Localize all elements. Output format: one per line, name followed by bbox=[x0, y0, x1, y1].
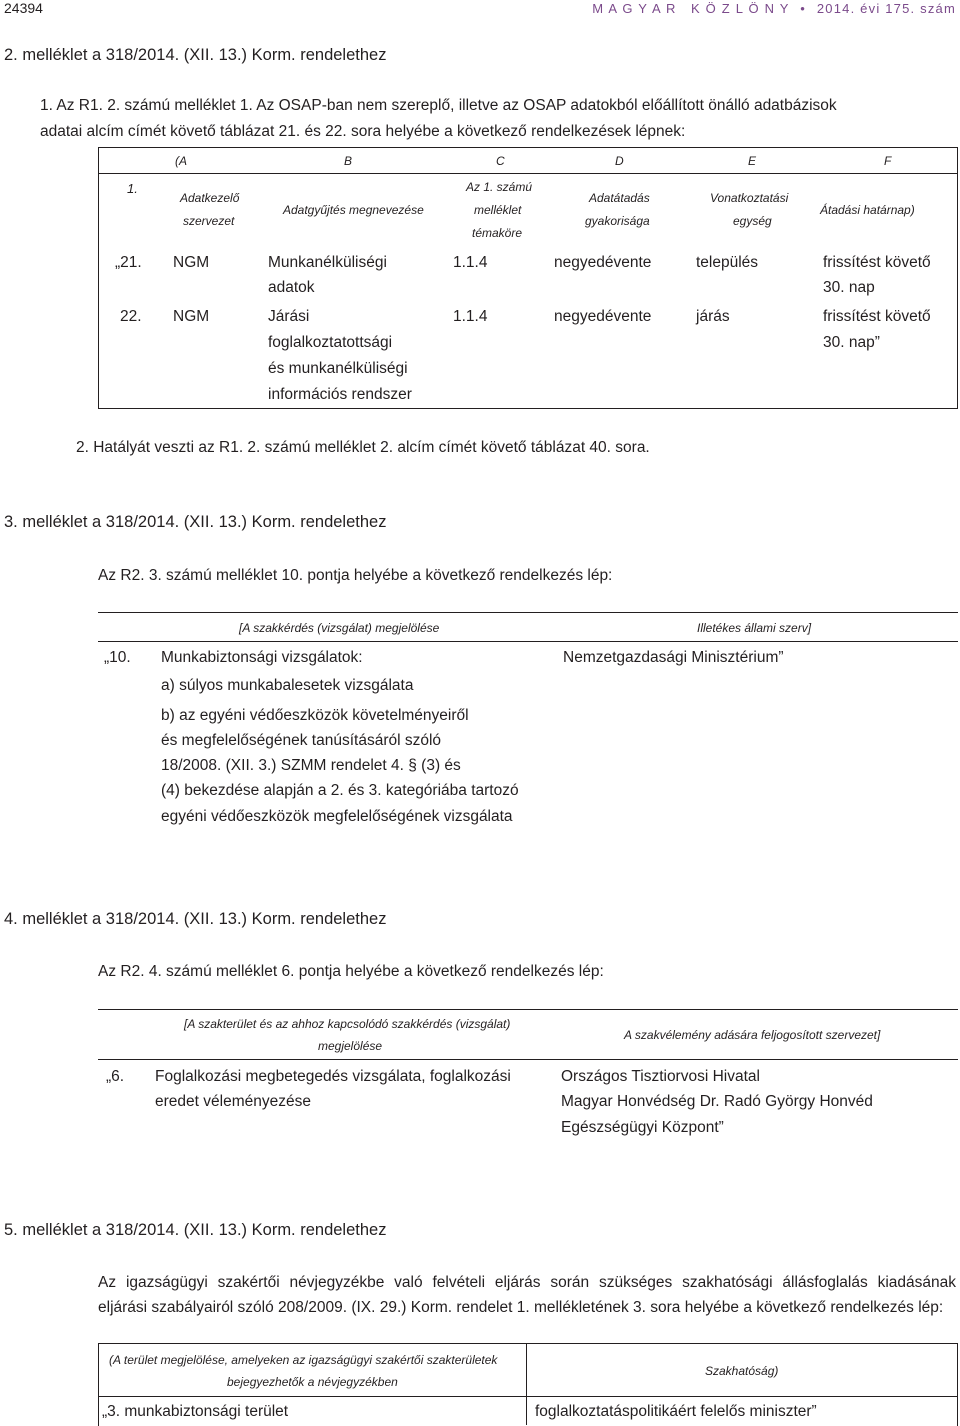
annex4-header-rule bbox=[98, 1059, 958, 1060]
annex4-col2-header: A szakvélemény adására feljogosított szervezet] bbox=[624, 1028, 881, 1042]
annex5-col1-header-line1: (A terület megjelölése, amelyeken az igazságügyi szakértői szakterületek bbox=[109, 1353, 498, 1367]
row22-name-line4: információs rendszer bbox=[268, 386, 412, 403]
annex3-line6: (4) bekezdése alapján a 2. és 3. kategóriába tartozó bbox=[161, 782, 519, 799]
annex3-num: „10. bbox=[104, 649, 131, 666]
row21-deadline-line2: 30. nap bbox=[823, 279, 875, 296]
table-header-divider bbox=[98, 173, 958, 174]
row22-org: NGM bbox=[173, 308, 210, 325]
row21-topic: 1.1.4 bbox=[453, 254, 488, 271]
header-c-line2: melléklet bbox=[474, 203, 522, 217]
header-c-line3: témaköre bbox=[472, 226, 523, 240]
annex3-intro: Az R2. 3. számú melléklet 10. pontja helyébe a következő rendelkezés lép: bbox=[98, 567, 613, 584]
header-a-line2: szervezet bbox=[183, 214, 235, 228]
annex4-intro: Az R2. 4. számú melléklet 6. pontja helyébe a következő rendelkezés lép: bbox=[98, 963, 604, 980]
header-e-line1: Vonatkoztatási bbox=[710, 191, 789, 205]
annex3-line5: 18/2008. (XII. 3.) SZMM rendelet 4. § (3) és bbox=[161, 757, 461, 774]
journal-name: M A G Y A R K Ö Z L Ö N Y bbox=[592, 1, 790, 16]
row21-deadline-line1: frissítést követő bbox=[823, 254, 931, 271]
page-number: 24394 bbox=[4, 0, 43, 16]
row22-freq: negyedévente bbox=[554, 308, 652, 325]
header-d-line2: gyakorisága bbox=[585, 214, 650, 228]
row21-freq: negyedévente bbox=[554, 254, 652, 271]
annex5-col1-header-line2: bejegyezhetők a névjegyzékben bbox=[227, 1375, 398, 1389]
row21-num: „21. bbox=[115, 254, 142, 271]
row22-num: 22. bbox=[120, 308, 142, 325]
header-d-line1: Adatátadás bbox=[589, 191, 650, 205]
annex3-top-rule bbox=[98, 612, 958, 613]
annex4-col1-header-line1: [A szakterület és az ahhoz kapcsolódó szakkérdés (vizsgálat) bbox=[184, 1017, 511, 1031]
annex3-authority: Nemzetgazdasági Minisztérium” bbox=[563, 649, 784, 666]
row21-org: NGM bbox=[173, 254, 210, 271]
annex3-header-rule bbox=[98, 641, 958, 642]
col-letter-d: D bbox=[615, 154, 624, 168]
annex5-title: 5. melléklet a 318/2014. (XII. 13.) Korm. rendelethez bbox=[4, 1221, 387, 1239]
annex3-line4: és megfelelőségének tanúsításáról szóló bbox=[161, 732, 442, 749]
annex5-col2-header: Szakhatóság) bbox=[705, 1364, 779, 1378]
annex3-line1: Munkabiztonsági vizsgálatok: bbox=[161, 649, 363, 666]
issue-number: 2014. évi 175. szám bbox=[816, 1, 956, 16]
annex5-cell1: „3. munkabiztonsági terület bbox=[102, 1403, 289, 1420]
header-f: Átadási határnap) bbox=[820, 203, 915, 217]
row21-name-line1: Munkanélküliségi bbox=[268, 254, 387, 271]
header-b: Adatgyűjtés megnevezése bbox=[283, 203, 424, 217]
annex3-col1-header: [A szakkérdés (vizsgálat) megjelölése bbox=[239, 621, 440, 635]
col-letter-e: E bbox=[748, 154, 757, 168]
annex3-line3: b) az egyéni védőeszközök követelményeiről bbox=[161, 707, 469, 724]
row-label: 1. bbox=[127, 181, 138, 196]
annex4-num: „6. bbox=[106, 1068, 125, 1085]
annex4-title: 4. melléklet a 318/2014. (XII. 13.) Korm. rendelethez bbox=[4, 910, 387, 928]
annex5-para-line2: eljárási szabályairól szóló 208/2009. (IX. 29.) Korm. rendelet 1. mellékletének 3. sora helyébe a következő rendelkezés lép: bbox=[98, 1299, 944, 1316]
annex3-line2: a) súlyos munkabalesetek vizsgálata bbox=[161, 677, 414, 694]
row22-unit: járás bbox=[696, 308, 730, 325]
annex4-top-rule bbox=[98, 1009, 958, 1010]
row22-deadline-line2: 30. nap” bbox=[823, 334, 880, 351]
header-a-line1: Adatkezelő bbox=[180, 191, 240, 205]
row22-topic: 1.1.4 bbox=[453, 308, 488, 325]
annex4-org-line2: Magyar Honvédség Dr. Radó György Honvéd bbox=[561, 1093, 873, 1110]
annex2-para1-line1: 1. Az R1. 2. számú melléklet 1. Az OSAP-ban nem szereplő, illetve az OSAP adatokból előállított önálló adatbázisok bbox=[40, 97, 837, 114]
journal-header bbox=[592, 1, 956, 16]
row21-unit: település bbox=[696, 254, 759, 271]
header-c-line1: Az 1. számú bbox=[466, 180, 533, 194]
annex2-para1-line2: adatai alcím címét követő táblázat 21. és 22. sora helyébe a következő rendelkezések lépnek: bbox=[40, 123, 686, 140]
row22-name-line2: foglalkoztatottsági bbox=[268, 334, 393, 351]
annex2-title: 2. melléklet a 318/2014. (XII. 13.) Korm. rendelethez bbox=[4, 46, 387, 64]
annex2-para2: 2. Hatályát veszti az R1. 2. számú melléklet 2. alcím címét követő táblázat 40. sora. bbox=[76, 439, 650, 456]
col-letter-c: C bbox=[496, 154, 505, 168]
annex4-org-line3: Egészségügyi Központ” bbox=[561, 1119, 724, 1136]
header-bullet: • bbox=[800, 1, 807, 16]
annex3-col2-header: Illetékes állami szerv] bbox=[697, 621, 812, 635]
col-letter-a: (A bbox=[175, 154, 187, 168]
annex4-org-line1: Országos Tisztiorvosi Hivatal bbox=[561, 1068, 760, 1085]
annex4-text-line1: Foglalkozási megbetegedés vizsgálata, foglalkozási bbox=[155, 1068, 511, 1085]
row22-deadline-line1: frissítést követő bbox=[823, 308, 931, 325]
row21-name-line2: adatok bbox=[268, 279, 315, 296]
col-letter-f: F bbox=[884, 154, 892, 168]
annex5-col-divider bbox=[526, 1343, 527, 1425]
annex5-para-line1: Az igazságügyi szakértői névjegyzékbe való felvételi eljárás során szükséges szakhatósági állásfoglalás kiadásának bbox=[98, 1274, 956, 1291]
annex4-text-line2: eredet véleményezése bbox=[155, 1093, 311, 1110]
annex5-header-rule bbox=[98, 1396, 958, 1397]
annex3-title: 3. melléklet a 318/2014. (XII. 13.) Korm. rendelethez bbox=[4, 513, 387, 531]
annex4-col1-header-line2: megjelölése bbox=[318, 1039, 383, 1053]
header-e-line2: egység bbox=[733, 214, 772, 228]
row22-name-line1: Járási bbox=[268, 308, 310, 325]
annex5-cell2: foglalkoztatáspolitikáért felelős miniszter” bbox=[535, 1403, 817, 1420]
annex3-line7: egyéni védőeszközök megfelelőségének vizsgálata bbox=[161, 808, 513, 825]
col-letter-b: B bbox=[344, 154, 353, 168]
row22-name-line3: és munkanélküliségi bbox=[268, 360, 408, 377]
